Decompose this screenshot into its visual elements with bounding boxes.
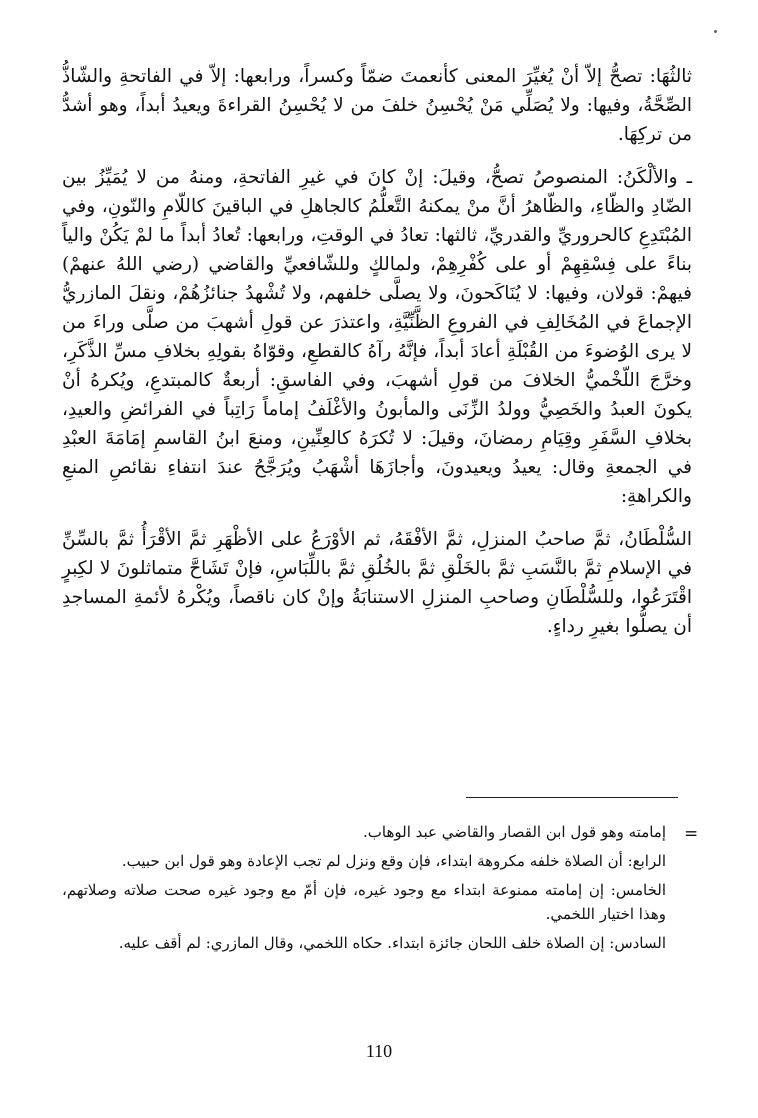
footnote-continuation-mark: = <box>684 824 699 844</box>
main-text <box>62 62 692 651</box>
paragraph: السُّلْطَانُ، ثمَّ صاحبُ المنزلِ، ثمَّ الأفْقَهُ، ثم الأوْرَعُ على الأظْهَرِ ثمَّ الأقْرَأُ ثمَّ بالسِّنِّ في الإسلامِ ثمَّ بالنَّسَبِ ثمَّ بالخَلْقِ ثمَّ بالخُلُقِ ثمَّ باللِّبَاسِ، فإنْ تَشَاحَّ متماثلونَ لا لكِبرٍ اقْتَرَعُوا، وللسُّلْطَانِ وصاحبِ المنزلِ الاستنابَةُ وإنْ كان ناقصاً، ويُكْرهُ لأئمةِ المساجدِ أن يصلُّوا بغيرِ رداءٍ. <box>62 529 692 637</box>
page-speck <box>714 30 717 33</box>
footnote: إمامته وهو قول ابن القصار والقاضي عبد الوهاب. <box>363 823 666 841</box>
paragraph: ثالثُهَا: تصحُّ إلاّ أنْ يُغيِّرَ المعنى كأنعمتَ ضمّاً وكسراً، ورابعها: إلاّ في الفاتحةِ والشّاذُّ الصِّحَّةُ، وفيها: ولا يُصَلِّي مَنْ يُحْسِنُ خلفَ من لا يُحْسِنُ القراءةَ ويعيدُ أبداً، وهو أشدُّ من تركِهَا. <box>62 66 692 145</box>
footnote-separator <box>466 797 678 798</box>
footnote: الرابع: أن الصلاة خلفه مكروهة ابتداء، فإن وقع ونزل لم تجب الإعادة وهو قول ابن حبيب. <box>121 852 666 870</box>
page-number: 110 <box>365 1041 393 1061</box>
footnote: الخامس: إن إمامته ممنوعة ابتداء مع وجود غيره، فإن أمّ مع وجود غيره صحت صلاته وصلاتهم، وهذا اختيار اللخمي. <box>62 881 666 923</box>
footnotes <box>62 820 666 960</box>
footnote: السادس: إن الصلاة خلف اللحان جائزة ابتداء. حكاه اللخمي، وقال المازري: لم أقف عليه. <box>118 934 666 952</box>
paragraph: ـ والألْكَنُ: المنصوصُ تصحُّ، وقيلَ: إنْ كانَ في غيرِ الفاتحةِ، ومنهُ من لا يُمَيِّزُ بين الضّادِ والظّاءِ، والظّاهرُ أنَّ منْ يمكنهُ التَّعلُّمُ كالجاهلِ في الباقينَ كاللّامِ والنّونِ، وفي المُبْتَدِعِ كالحروريِّ والقدريِّ، ثالثها: تعادُ في الوقتِ، ورابعها: تُعادُ أبداً ما لمْ يَكُنْ والياً بناءً على فِسْقِهِمْ أو على كُفْرِهِمْ، ولمالكٍ وللشّافعيِّ والقاضي (رضي اللهُ عنهمْ) فيهمْ: قولان، وفيها: لا يُنَاكَحونَ، ولا يصلَّى خلفهم، ولا تُشْهدُ جنائزُهُمْ، ونقلَ المازريُّ الإجماعَ في المُخَالِفِ في الفروعِ الظَّنِّيَّةِ، واعتذرَ عن قولِ أشهبَ من صلَّى وراءَ من لا يرى الوُضوءَ من القُبْلَةِ أعادَ أبداً، فإنَّهُ رآهُ كالقطعِ، وقوّاهُ بقولِهِ بخلافِ مسِّ الذَّكَرِ، وخرَّجَ اللّخْميُّ الخلافَ من قولِ أشهبَ، وفي الفاسقِ: أربعةٌ كالمبتدعِ، ويُكرهُ أنْ يكونَ العبدُ والخَصِيُّ وولدُ الزِّنَى والمأبونُ والأغْلَفُ إماماً رَاتِباً في الفرائضِ والعيدِ، بخلافِ السَّفَرِ وقِيَامِ رمضانَ، وقيلَ: لا تُكرَهُ كالعِنِّينِ، ومنعَ ابنُ القاسمِ إمَامَةَ العبْدِ في الجمعةِ وقال: يعيدُ ويعيدونَ، وأجازَهَا أشْهَبُ ويُرَجَّحُ عندَ انتفاءِ نقائصِ المنعِ والكراهةِ: <box>62 167 692 507</box>
